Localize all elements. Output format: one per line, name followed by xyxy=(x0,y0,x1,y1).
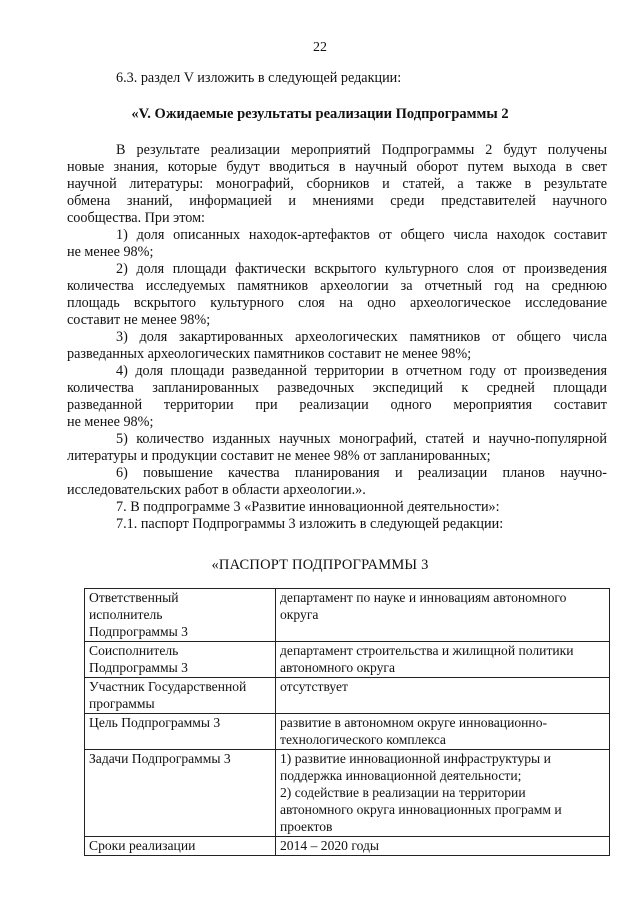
result-1-line-1: 1) доля описанных находок-артефактов от общего числа находок составит xyxy=(116,227,607,243)
label-line: Подпрограммы 3 xyxy=(89,624,188,639)
row-label xyxy=(85,750,276,837)
value-line: проектов xyxy=(280,819,333,834)
section-heading: «V. Ожидаемые результаты реализации Подпрограммы 2 xyxy=(131,106,509,122)
intro-line-2: новые знания, которые будут вводиться в научный оборот путем выхода в свет xyxy=(67,159,607,175)
result-5-line-2: литературы и продукции составит не менее 98% от запланированных; xyxy=(67,448,491,464)
value-line: автономного округа инновационных программ и xyxy=(280,802,562,817)
result-6-line-2: исследовательских работ в области археологии.». xyxy=(67,482,366,498)
label-line: Участник Государственной xyxy=(89,679,247,694)
intro-line-1: В результате реализации мероприятий Подпрограммы 2 будут получены xyxy=(116,142,607,158)
label-line: Задачи Подпрограммы 3 xyxy=(89,751,231,766)
value-line: 2014 – 2020 годы xyxy=(280,838,380,853)
result-4-line-1: 4) доля площади разведанной территории в отчетном году от произведения xyxy=(116,363,607,379)
intro-line-5: сообщества. При этом: xyxy=(67,210,206,226)
label-line: Соисполнитель xyxy=(89,643,179,658)
value-line: технологического комплекса xyxy=(280,732,446,747)
result-2-line-2: количества исследуемых памятников археологии за отчетный год на среднюю xyxy=(67,278,607,294)
row-label xyxy=(85,714,276,750)
row-label xyxy=(85,589,276,642)
label-line: Цель Подпрограммы 3 xyxy=(89,715,221,730)
table-row xyxy=(85,678,610,714)
row-label xyxy=(85,837,276,856)
result-3-line-2: разведанных археологических памятников составит не менее 98%; xyxy=(67,346,472,362)
value-line: 1) развитие инновационной инфраструктуры и xyxy=(280,751,551,766)
item-7: 7. В подпрограмме 3 «Развитие инновационной деятельности»: xyxy=(116,499,500,515)
section-intro: 6.3. раздел V изложить в следующей редакции: xyxy=(116,70,402,86)
row-value xyxy=(276,837,610,856)
row-label xyxy=(85,642,276,678)
row-value xyxy=(276,678,610,714)
value-line: округа xyxy=(280,607,319,622)
table-row xyxy=(85,714,610,750)
value-line: поддержка инновационной деятельности; xyxy=(280,768,522,783)
table-row xyxy=(85,750,610,837)
result-4-line-3: разведанной территории при реализации одного мероприятия составит xyxy=(67,397,607,413)
row-value xyxy=(276,750,610,837)
result-2-line-3: площадь вскрытого культурного слоя на одно археологическое исследование xyxy=(67,295,607,311)
label-line: Ответственный xyxy=(89,590,179,605)
row-label xyxy=(85,678,276,714)
result-4-line-2: количества запланированных разведочных экспедиций к средней площади xyxy=(67,380,607,396)
value-line: 2) содействие в реализации на территории xyxy=(280,785,526,800)
value-line: департамент по науке и инновациям автономного xyxy=(280,590,567,605)
row-value xyxy=(276,642,610,678)
value-line: развитие в автономном округе инновационно- xyxy=(280,715,548,730)
result-2-line-1: 2) доля площади фактически вскрытого культурного слоя от произведения xyxy=(116,261,607,277)
passport-table xyxy=(84,588,610,856)
table-row xyxy=(85,589,610,642)
result-2-line-4: составит не менее 98%; xyxy=(67,312,211,328)
page-number: 22 xyxy=(313,40,327,55)
label-line: программы xyxy=(89,696,155,711)
intro-line-4: обмена знаний, информацией и мнениями среди представителей научного xyxy=(67,193,607,209)
row-value xyxy=(276,714,610,750)
intro-line-3: научной литературы: монографий, сборников и статей, а также в результате xyxy=(67,176,607,192)
table-row xyxy=(85,837,610,856)
table-row xyxy=(85,642,610,678)
result-6-line-1: 6) повышение качества планирования и реализации планов научно- xyxy=(116,465,607,481)
result-1-line-2: не менее 98%; xyxy=(67,244,154,260)
row-value xyxy=(276,589,610,642)
value-line: отсутствует xyxy=(280,679,349,694)
result-5-line-1: 5) количество изданных научных монографий, статей и научно-популярной xyxy=(116,431,607,447)
result-3-line-1: 3) доля закартированных археологических памятников от общего числа xyxy=(116,329,607,345)
label-line: Подпрограммы 3 xyxy=(89,660,188,675)
label-line: исполнитель xyxy=(89,607,163,622)
value-line: департамент строительства и жилищной политики xyxy=(280,643,574,658)
label-line: Сроки реализации xyxy=(89,838,196,853)
value-line: автономного округа xyxy=(280,660,396,675)
passport-title: «ПАСПОРТ ПОДПРОГРАММЫ 3 xyxy=(211,557,429,573)
item-7-1: 7.1. паспорт Подпрограммы 3 изложить в следующей редакции: xyxy=(116,516,504,532)
result-4-line-4: не менее 98%; xyxy=(67,414,154,430)
